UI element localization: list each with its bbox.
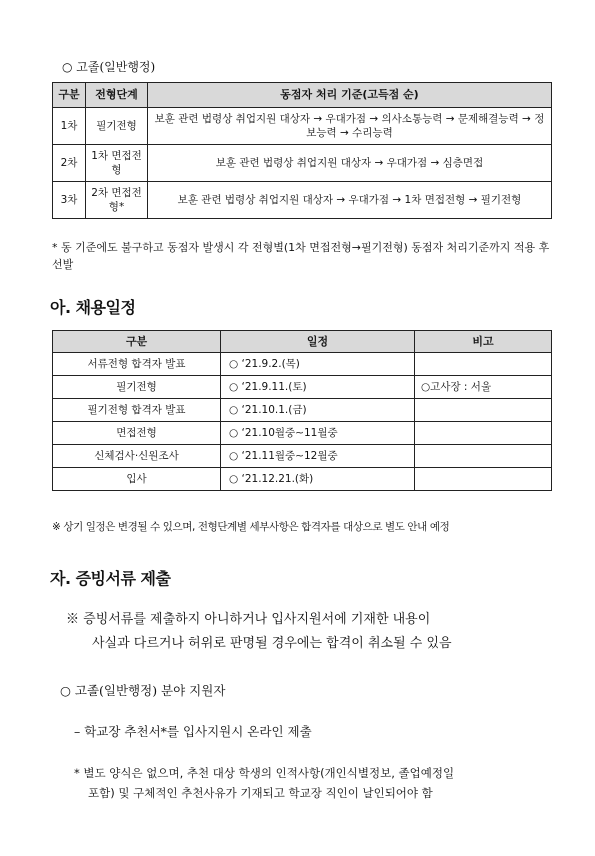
table-row [53,376,552,399]
recommendation-note-line-2: 포함) 및 구체적인 추천사유가 기재되고 학교장 직인이 날인되어야 함 [88,786,433,800]
row-step: 2차 [53,145,86,182]
table-row [53,468,552,491]
row-stage: 2차 면접전형* [86,182,148,219]
tie-table-footnote: * 동 기준에도 불구하고 동점자 발생시 각 전형별(1차 면접전형→필기전형) 동점자 처리기준까지 적용 후 선발 [52,241,550,271]
row-note [415,468,552,491]
row-note [415,445,552,468]
table-row [53,182,552,219]
row-date: ○ ‘21.9.2.(목) [221,353,415,376]
recommendation-note-line-1: * 별도 양식은 없으며, 추천 대상 학생의 인적사항(개인식별정보, 졸업예정일 [74,766,455,780]
header-category: 구분 [53,331,221,353]
table-row [53,353,552,376]
row-note [415,399,552,422]
header-category: 구분 [53,83,86,108]
recommendation-item: – 학교장 추천서*를 입사지원시 온라인 제출 [74,724,312,739]
header-note: 비고 [415,331,552,353]
row-item: 입사 [53,468,221,491]
table-row [53,445,552,468]
row-item: 필기전형 합격자 발표 [53,399,221,422]
table-header-row [53,83,552,108]
row-date: ○ ‘21.9.11.(토) [221,376,415,399]
row-item: 신체검사·신원조사 [53,445,221,468]
table-header-row [53,331,552,353]
warning-line-2: 사실과 다르거나 허위로 판명될 경우에는 합격이 취소될 수 있음 [92,636,452,651]
row-date: ○ ‘21.10월중∼11월중 [221,422,415,445]
row-date: ○ ‘21.11월중∼12월중 [221,445,415,468]
schedule-section-title: 아. 채용일정 [50,298,136,317]
section-subheading: ○ 고졸(일반행정) [62,60,156,74]
warning-line-1: ※ 증빙서류를 제출하지 아니하거나 입사지원서에 기재한 내용이 [66,612,431,627]
row-item: 면접전형 [53,422,221,445]
applicant-heading: ○ 고졸(일반행정) 분야 지원자 [60,683,226,698]
row-step: 3차 [53,182,86,219]
header-basis: 동점자 처리 기준(고득점 순) [148,83,552,108]
row-note [415,353,552,376]
table-row [53,145,552,182]
row-item: 서류전형 합격자 발표 [53,353,221,376]
schedule-table [52,330,552,491]
row-date: ○ ‘21.12.21.(화) [221,468,415,491]
row-item: 필기전형 [53,376,221,399]
table-row [53,399,552,422]
schedule-footnote: ※ 상기 일정은 변경될 수 있으며, 전형단계별 세부사항은 합격자를 대상으로 별도 안내 예정 [52,521,450,533]
row-basis: 보훈 관련 법령상 취업지원 대상자 → 우대가점 → 의사소통능력 → 문제해결능력 → 정보능력 → 수리능력 [148,108,552,145]
row-stage: 1차 면접전형 [86,145,148,182]
table-row [53,108,552,145]
documents-section-title: 자. 증빙서류 제출 [50,569,171,588]
row-step: 1차 [53,108,86,145]
table-row [53,422,552,445]
row-note [415,422,552,445]
row-date: ○ ‘21.10.1.(금) [221,399,415,422]
row-note: ○고사장 : 서울 [415,376,552,399]
row-basis: 보훈 관련 법령상 취업지원 대상자 → 우대가점 → 심층면접 [148,145,552,182]
row-stage: 필기전형 [86,108,148,145]
tie-break-table [52,82,552,219]
header-stage: 전형단계 [86,83,148,108]
header-schedule: 일정 [221,331,415,353]
row-basis: 보훈 관련 법령상 취업지원 대상자 → 우대가점 → 1차 면접전형 → 필기전형 [148,182,552,219]
